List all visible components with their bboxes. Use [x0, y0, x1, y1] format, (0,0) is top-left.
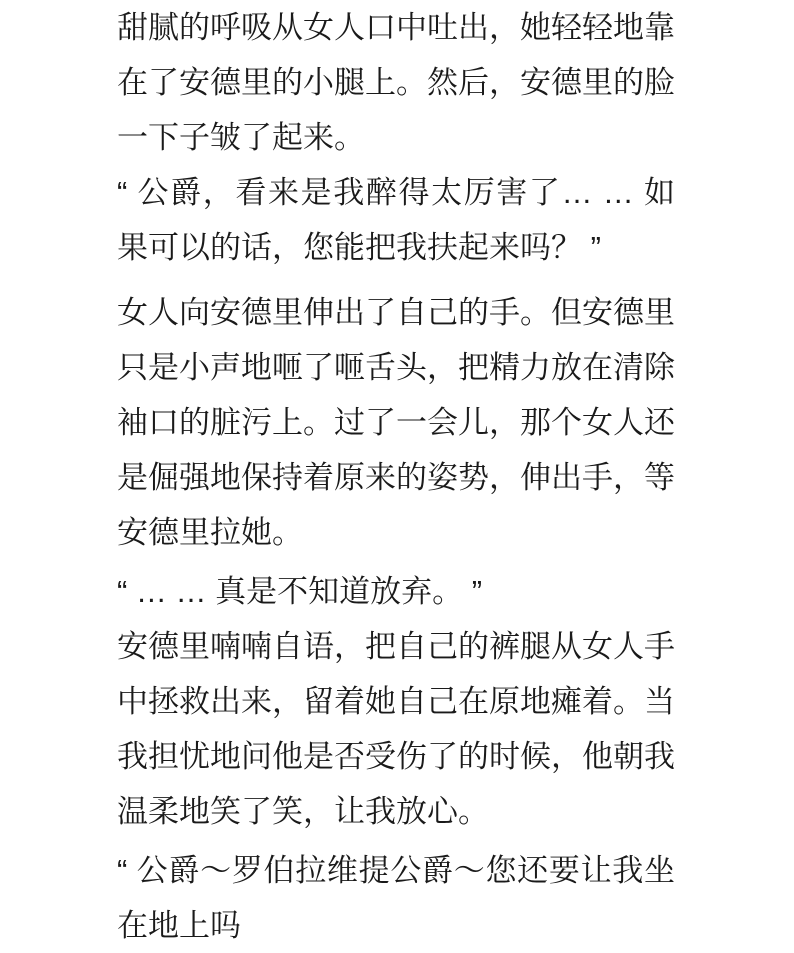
dialogue-3-visible-text: “ 公爵～罗伯拉维提公爵～您还要让我坐 [117, 853, 675, 888]
paragraph-narration-1: 甜腻的呼吸从女人口中吐出，她轻轻地靠在了安德里的小腿上。然后，安德里的脸一下子皱了起来。 [117, 10, 675, 155]
novel-text-content [117, 0, 675, 953]
paragraph-narration-3: 安德里喃喃自语，把自己的裤腿从女人手中拯救出来，留着她自己在原地瘫着。当我担忧地问他是否受伤了的时候，他朝我温柔地笑了笑，让我放心。 [117, 629, 675, 829]
dialogue-3-clipped-continuation: 在地上吗 [117, 908, 241, 943]
paragraph-dialogue-3-clipped [117, 843, 675, 953]
paragraph-dialogue-2: “ … … 真是不知道放弃。 ” [117, 574, 483, 609]
paragraph-narration-2: 女人向安德里伸出了自己的手。但安德里只是小声地咂了咂舌头，把精力放在清除袖口的脏污上。过了一会儿，那个女人还是倔强地保持着原来的姿势，伸出手，等安德里拉她。 [117, 295, 675, 550]
paragraph-dialogue-1: “ 公爵，看来是我醉得太厉害了… … 如果可以的话，您能把我扶起来吗？ ” [117, 175, 675, 265]
